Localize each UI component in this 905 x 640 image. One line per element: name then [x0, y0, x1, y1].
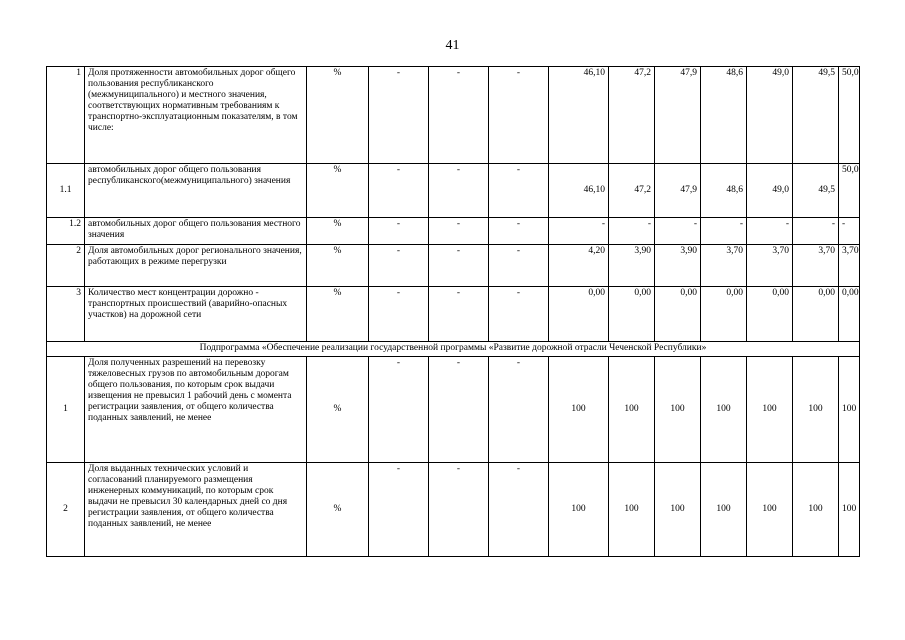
year-value: 46,10 [549, 67, 609, 164]
year-value: 4,20 [549, 245, 609, 287]
year-value: 0,00 [701, 287, 747, 342]
year-value: 47,9 [655, 164, 701, 218]
base-value-2: - [429, 245, 489, 287]
unit-cell: % [307, 287, 369, 342]
year-value: 3,70 [793, 245, 839, 287]
base-value-1: - [369, 287, 429, 342]
unit-cell: % [307, 164, 369, 218]
year-value: 47,2 [609, 164, 655, 218]
year-value: - [609, 218, 655, 245]
indicator-name: автомобильных дорог общего пользования местного значения [85, 218, 307, 245]
year-value: 47,9 [655, 67, 701, 164]
year-value: - [549, 218, 609, 245]
base-value-1: - [369, 245, 429, 287]
year-value: 47,2 [609, 67, 655, 164]
base-value-2: - [429, 463, 489, 557]
year-value: 100 [549, 357, 609, 463]
year-value: 100 [655, 463, 701, 557]
indicator-name: Доля выданных технических условий и согласований планируемого размещения инженерных коммуникаций, по которым срок выдачи не превысил 30 календарных дней со дня регистрации заявления, от общего количества поданных заявлений, не менее [85, 463, 307, 557]
year-value: 100 [839, 463, 860, 557]
year-value: 100 [793, 357, 839, 463]
year-value: 0,00 [793, 287, 839, 342]
unit-cell: % [307, 245, 369, 287]
indicator-name: Доля протяженности автомобильных дорог общего пользования республиканского (межмуниципального) и местного значения, соответствующих нормативным требованиям к транспортно-эксплуатационным показателям, в том числе: [85, 67, 307, 164]
indicators-table [46, 66, 860, 557]
page-number: 41 [445, 38, 460, 53]
year-value: 100 [701, 357, 747, 463]
year-value: 0,00 [839, 287, 860, 342]
row-number: 3 [47, 287, 85, 342]
base-value-2: - [429, 218, 489, 245]
row-number: 2 [47, 245, 85, 287]
year-value: 3,70 [747, 245, 793, 287]
year-value: 49,0 [747, 67, 793, 164]
unit-cell: % [307, 218, 369, 245]
base-value-3: - [489, 164, 549, 218]
year-value: 100 [549, 463, 609, 557]
base-value-3: - [489, 218, 549, 245]
indicator-name: Доля полученных разрешений на перевозку тяжеловесных грузов по автомобильным дорогам общего пользования, по которым срок выдачи извещения не превысил 1 рабочий день с момента регистрации заявления, от общего количества поданных заявлений, не менее [85, 357, 307, 463]
unit-cell: % [307, 67, 369, 164]
year-value: 100 [839, 357, 860, 463]
year-value: 3,70 [839, 245, 860, 287]
indicator-name: Количество мест концентрации дорожно - транспортных происшествий (аварийно-опасных участков) на дорожной сети [85, 287, 307, 342]
year-value: 100 [701, 463, 747, 557]
unit-cell: % [307, 463, 369, 557]
base-value-1: - [369, 67, 429, 164]
table-row [47, 245, 860, 287]
year-value: 100 [609, 357, 655, 463]
year-value: - [747, 218, 793, 245]
year-value: - [701, 218, 747, 245]
year-value: 3,90 [609, 245, 655, 287]
year-value: - [839, 218, 860, 245]
row-number: 1.2 [47, 218, 85, 245]
indicator-name: автомобильных дорог общего пользования республиканского(межмуниципального) значения [85, 164, 307, 218]
year-value: - [793, 218, 839, 245]
table-row [47, 357, 860, 463]
row-number: 1 [47, 67, 85, 164]
year-value: - [655, 218, 701, 245]
base-value-3: - [489, 357, 549, 463]
year-value: 100 [793, 463, 839, 557]
base-value-2: - [429, 67, 489, 164]
base-value-1: - [369, 357, 429, 463]
year-value: 100 [747, 463, 793, 557]
base-value-2: - [429, 164, 489, 218]
base-value-3: - [489, 287, 549, 342]
year-value: 49,5 [793, 67, 839, 164]
base-value-2: - [429, 287, 489, 342]
year-value: 50,0 [839, 164, 860, 218]
year-value: 3,90 [655, 245, 701, 287]
base-value-1: - [369, 218, 429, 245]
table-row [47, 463, 860, 557]
year-value: 3,70 [701, 245, 747, 287]
year-value: 48,6 [701, 164, 747, 218]
year-value: 46,10 [549, 164, 609, 218]
table-row [47, 218, 860, 245]
year-value: 50,0 [839, 67, 860, 164]
row-number: 2 [47, 463, 85, 557]
base-value-2: - [429, 357, 489, 463]
indicator-name: Доля автомобильных дорог регионального значения, работающих в режиме перегрузки [85, 245, 307, 287]
year-value: 100 [609, 463, 655, 557]
unit-cell: % [307, 357, 369, 463]
section-title: Подпрограмма «Обеспечение реализации государственной программы «Развитие дорожной отрасли Чеченской Республики» [47, 342, 860, 357]
base-value-3: - [489, 463, 549, 557]
year-value: 100 [655, 357, 701, 463]
row-number: 1 [47, 357, 85, 463]
year-value: 48,6 [701, 67, 747, 164]
base-value-3: - [489, 67, 549, 164]
year-value: 0,00 [549, 287, 609, 342]
year-value: 49,0 [747, 164, 793, 218]
base-value-3: - [489, 245, 549, 287]
year-value: 100 [747, 357, 793, 463]
table-row [47, 164, 860, 218]
year-value: 0,00 [747, 287, 793, 342]
year-value: 49,5 [793, 164, 839, 218]
base-value-1: - [369, 463, 429, 557]
year-value: 0,00 [655, 287, 701, 342]
table-row [47, 287, 860, 342]
base-value-1: - [369, 164, 429, 218]
row-number: 1.1 [47, 164, 85, 218]
section-row [47, 342, 860, 357]
year-value: 0,00 [609, 287, 655, 342]
table-row [47, 67, 860, 164]
